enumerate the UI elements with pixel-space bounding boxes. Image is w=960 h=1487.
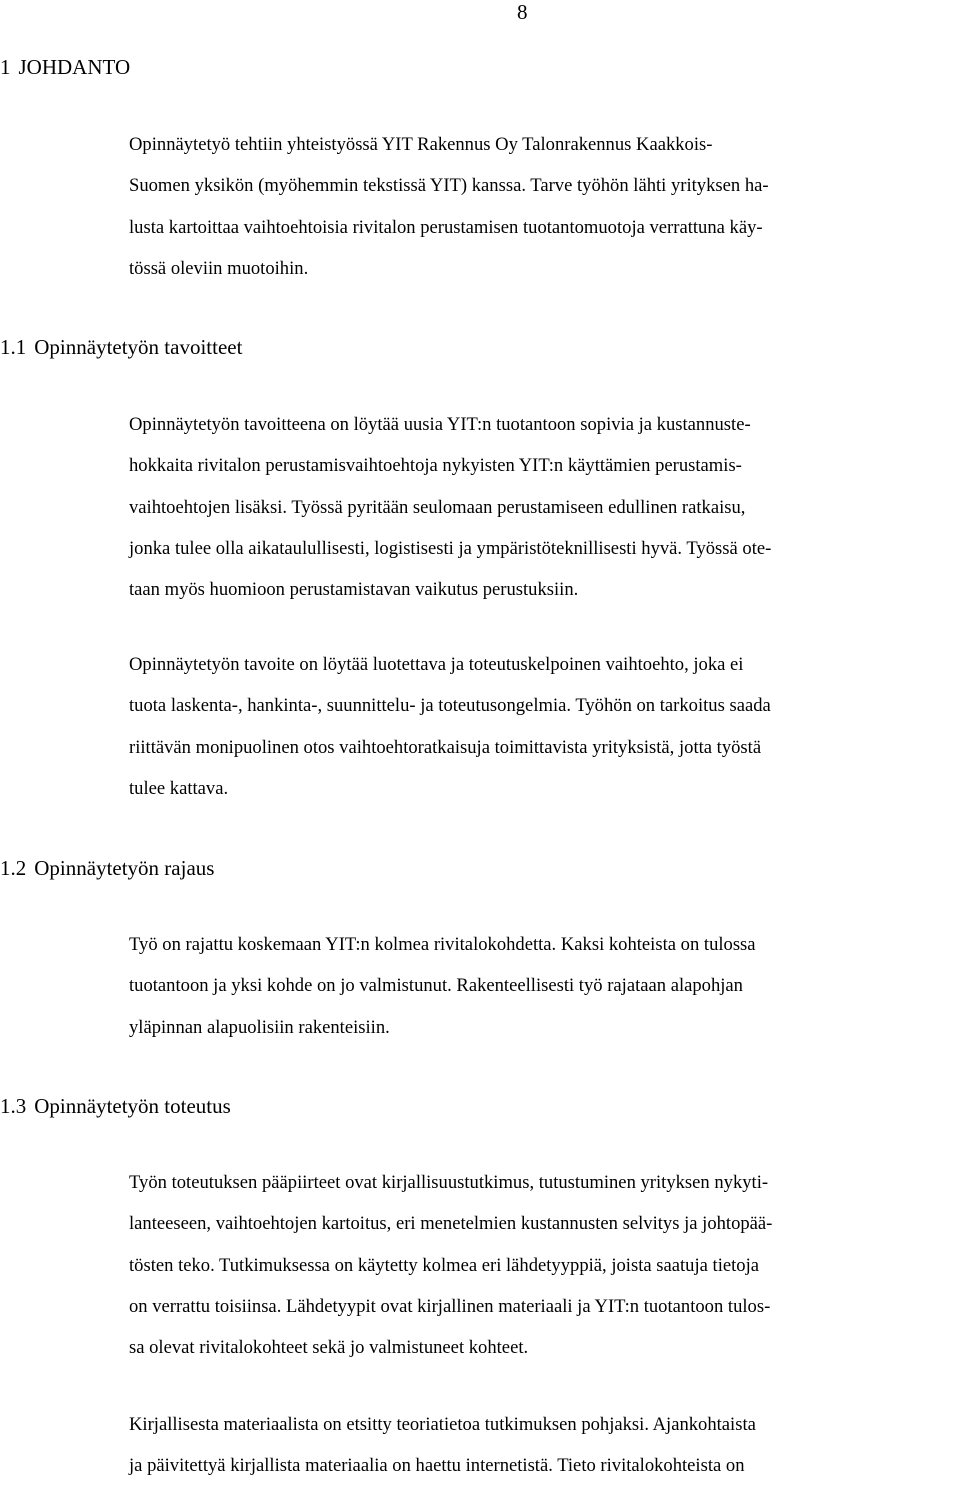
paragraph-line: Kirjallisesta materiaalista on etsitty teoriatietoa tutkimuksen pohjaksi. Ajankohtaista: [129, 1414, 756, 1435]
section-number: 1.3: [0, 1094, 27, 1118]
chapter-number: 1: [0, 55, 11, 79]
paragraph-line: vaihtoehtojen lisäksi. Työssä pyritään seulomaan perustamiseen edullinen ratkaisu,: [129, 496, 746, 518]
section-heading-1-2: [0, 854, 214, 882]
paragraph-line: hokkaita rivitalon perustamisvaihtoehtoja nykyisten YIT:n käyttämien perustamis-: [129, 455, 742, 477]
section-1-3-paragraph-1: [129, 1162, 772, 1368]
section-heading-1-1: [0, 333, 242, 361]
paragraph-line: lanteeseen, vaihtoehtojen kartoitus, eri menetelmien kustannusten selvitys ja johtopää-: [129, 1213, 773, 1235]
chapter-title: JOHDANTO: [18, 55, 131, 79]
section-number: 1.2: [0, 856, 27, 880]
paragraph-line: taan myös huomioon perustamistavan vaikutus perustuksiin.: [129, 579, 579, 601]
chapter-heading: [0, 53, 130, 81]
paragraph-line: tulee kattava.: [129, 777, 229, 799]
paragraph-line: jonka tulee olla aikataulullisesti, logistisesti ja ympäristöteknillisesti hyvä. Työssä ote-: [129, 537, 772, 559]
paragraph-line: Opinnäytetyön tavoite on löytää luotettava ja toteutuskelpoinen vaihtoehto, joka ei: [129, 654, 744, 675]
paragraph-line: riittävän monipuolinen otos vaihtoehtoratkaisuja toimittavista yrityksistä, jotta työstä: [129, 736, 762, 758]
section-number: 1.1: [0, 335, 27, 359]
section-heading-1-3: [0, 1092, 231, 1120]
paragraph-line: sa olevat rivitalokohteet sekä jo valmistuneet kohteet.: [129, 1337, 529, 1359]
section-1-1-paragraph-2: [129, 644, 771, 809]
paragraph-line: lusta kartoittaa vaihtoehtoisia rivitalon perustamisen tuotantomuotoja verrattuna käy-: [129, 216, 763, 238]
paragraph-line: tösten teko. Tutkimuksessa on käytetty kolmea eri lähdetyyppiä, joista saatuja tietoja: [129, 1254, 760, 1276]
paragraph-line: ja päivitettyä kirjallista materiaalia on haettu internetistä. Tieto rivitalokohteista on: [129, 1455, 745, 1477]
section-1-2-paragraph-1: [129, 924, 756, 1048]
paragraph-line: tuota laskenta-, hankinta-, suunnittelu- ja toteutusongelmia. Työhön on tarkoitus saada: [129, 695, 771, 717]
paragraph-line: Työ on rajattu koskemaan YIT:n kolmea rivitalokohdetta. Kaksi kohteista on tulossa: [129, 934, 756, 955]
section-1-1-paragraph-1: [129, 404, 771, 610]
paragraph-line: Suomen yksikön (myöhemmin tekstissä YIT) kanssa. Tarve työhön lähti yrityksen ha-: [129, 175, 769, 197]
paragraph-line: on verrattu toisiinsa. Lähdetyypit ovat kirjallinen materiaali ja YIT:n tuotantoon tulos-: [129, 1295, 771, 1317]
paragraph-line: Opinnäytetyö tehtiin yhteistyössä YIT Rakennus Oy Talonrakennus Kaakkois-: [129, 134, 713, 155]
section-title: Opinnäytetyön rajaus: [34, 856, 215, 880]
page-number: 8: [517, 0, 528, 24]
section-title: Opinnäytetyön tavoitteet: [34, 335, 243, 359]
intro-paragraph: [129, 124, 769, 289]
paragraph-line: tuotantoon ja yksi kohde on jo valmistunut. Rakenteellisesti työ rajataan alapohjan: [129, 975, 743, 997]
paragraph-line: Opinnäytetyön tavoitteena on löytää uusia YIT:n tuotantoon sopivia ja kustannuste-: [129, 414, 751, 435]
section-1-3-paragraph-2: [129, 1404, 756, 1487]
paragraph-line: yläpinnan alapuolisiin rakenteisiin.: [129, 1016, 390, 1038]
section-title: Opinnäytetyön toteutus: [34, 1094, 231, 1118]
paragraph-line: Työn toteutuksen pääpiirteet ovat kirjallisuustutkimus, tutustuminen yrityksen nykyti-: [129, 1172, 769, 1193]
paragraph-line: tössä oleviin muotoihin.: [129, 257, 309, 279]
